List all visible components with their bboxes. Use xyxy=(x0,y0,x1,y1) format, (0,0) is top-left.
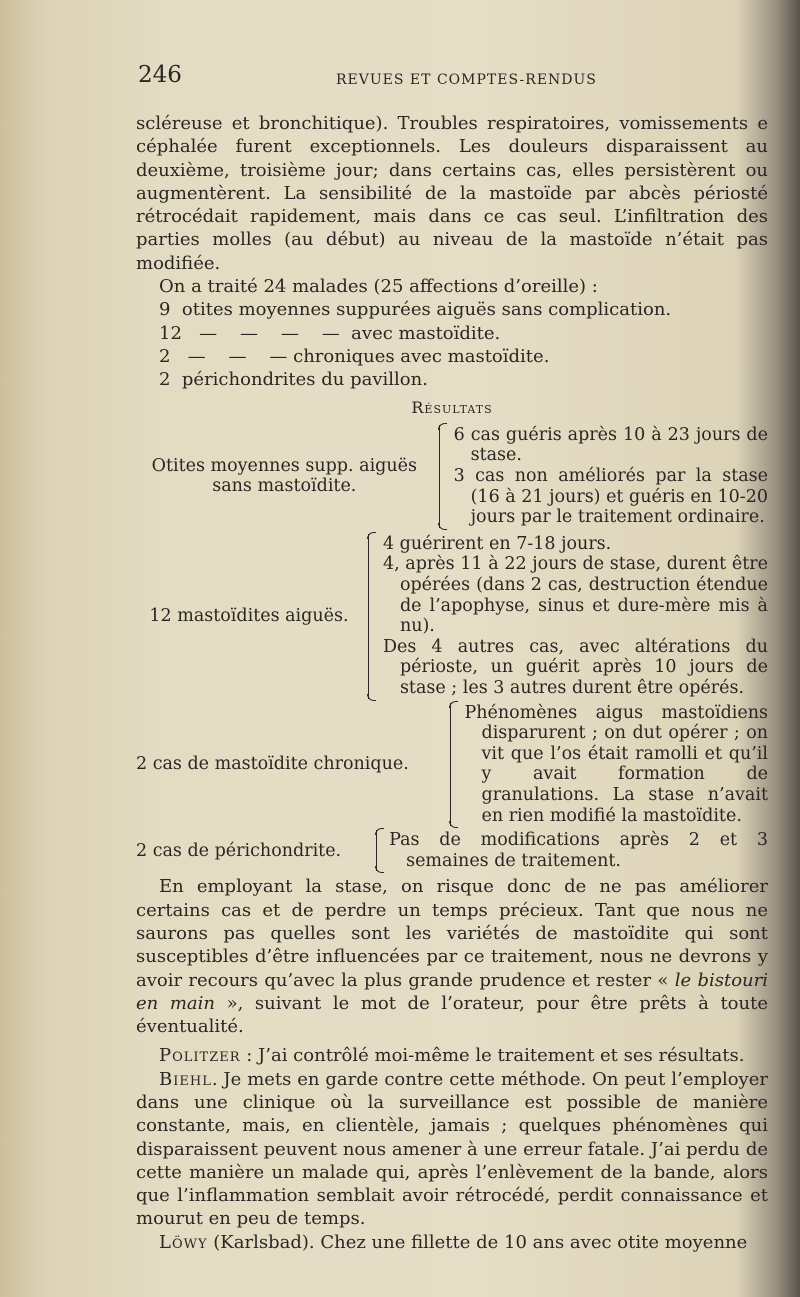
results-content xyxy=(465,703,769,827)
results-row-chronique xyxy=(136,703,768,827)
results-row-mastoidites xyxy=(136,534,768,699)
results-item: Pas de modifications après 2 et 3 semaines de traitement. xyxy=(389,830,768,871)
case-line: 2 périchondrites du pavillon. xyxy=(159,369,428,391)
results-label-line: sans mastoïdite. xyxy=(212,476,357,497)
speaker-name: Löwy xyxy=(159,1231,208,1253)
results-label-line: Otites moyennes supp. aiguës xyxy=(151,456,417,477)
conclusion-text: En employant la stase, on risque donc de ne pas améliorer certains cas et de perdre un temps précieux. Tant que nous ne saurons pas quelles sont les variétés de mastoïdite qui sont susceptibles d’être influencées par ce traitement, nous ne devrons y avoir recours qu’avec la plus grande prudence et rester « xyxy=(136,876,768,991)
results-row-perichondrite xyxy=(136,830,768,871)
results-content xyxy=(454,425,768,528)
results-label xyxy=(136,456,433,496)
speaker-text: . Je mets en garde contre cette méthode. On peut l’employer dans une clinique où la surveillance est possible de manière constante, mais, en clientèle, jamais ; quelques phénomènes qui disparaissent peuvent nous amener à une erreur fatale. J’ai perdu de cette manière un malade qui, après l’enlèvement de la bande, alors que l’inflammation semblait avoir rétrocédé, perdit connaissance et mourut en peu de temps. xyxy=(136,1068,768,1230)
case-line: 2 — — — chroniques avec mastoïdite. xyxy=(159,345,550,367)
results-row-otites xyxy=(136,425,768,528)
brace xyxy=(450,703,461,827)
results-label: 2 cas de mastoïdite chronique. xyxy=(136,754,409,775)
paragraph-treated: On a traité 24 malades (25 affections d’oreille) : xyxy=(159,276,598,298)
paragraph-biehl xyxy=(136,1068,768,1231)
results-item: Phénomènes aigus mastoïdiens disparurent ; on dut opérer ; on vit que l’os était ramolli et qu’il y avait formation de granulations. La stase n’avait en rien modifié la mastoïdite. xyxy=(464,702,768,826)
speaker-name: Politzer xyxy=(159,1045,241,1067)
paragraph-conclusion xyxy=(136,875,768,1038)
speaker-name: Biehl xyxy=(159,1068,212,1090)
results-item: 6 cas guéris après 10 à 23 jours de stase. xyxy=(453,424,768,466)
results-item: 4 guérirent en 7-18 jours. xyxy=(382,533,612,554)
speaker-text: : J’ai contrôlé moi-même le traitement et ses résultats. xyxy=(240,1045,745,1067)
paragraph-lowy xyxy=(136,1231,768,1254)
brace xyxy=(368,534,379,699)
conclusion-quote: le bistouri en main xyxy=(136,969,768,1014)
conclusion-text-end: », suivant le mot de l’orateur, pour être prêts à toute éventualité. xyxy=(136,992,768,1038)
page-number: 246 xyxy=(138,62,182,88)
results-title: Résultats xyxy=(411,397,493,417)
results-label: 12 mastoïdites aiguës. xyxy=(149,606,349,627)
results-item: 3 cas non améliorés par la stase (16 à 21 jours) et guéris en 10-20 jours par le traitement ordinaire. xyxy=(453,466,768,528)
results-content xyxy=(383,534,768,699)
brace xyxy=(439,425,450,528)
brace xyxy=(376,830,385,871)
results-item: Des 4 autres cas, avec altérations du périoste, un guérit après 10 jours de stase ; les 3 autres durent être opérés. xyxy=(382,636,768,698)
speaker-text: (Karlsbad). Chez une fillette de 10 ans avec otite moyenne xyxy=(207,1231,748,1253)
paragraph-politzer xyxy=(136,1044,768,1067)
results-content xyxy=(389,830,768,871)
page-header xyxy=(138,62,768,92)
paragraph-symptoms: scléreuse et bronchitique). Troubles respiratoires, vomissements e céphalée furent exceptionnels. Les douleurs disparaissent au deuxième, troisième jour; dans certains cas, elles persistèrent ou augmentèrent. La sensibilité de la mastoïde par abcès périosté rétrocédait rapidement, mais dans ce cas seul. L’infiltration des parties molles (au début) au niveau de la mastoïde n’était pas modifiée. xyxy=(136,113,768,274)
case-line: 9 otites moyennes suppurées aiguës sans complication. xyxy=(159,299,672,321)
results-label: 2 cas de périchondrite. xyxy=(136,840,342,861)
running-head: REVUES ET COMPTES-RENDUS xyxy=(336,72,597,88)
page-body xyxy=(136,112,768,1254)
results-item: 4, après 11 à 22 jours de stase, durent être opérées (dans 2 cas, destruction étendue de l’apophyse, sinus et dure-mère mis à nu). xyxy=(382,554,768,637)
case-line: 12 — — — — avec mastoïdite. xyxy=(159,322,501,344)
case-list xyxy=(136,298,768,391)
